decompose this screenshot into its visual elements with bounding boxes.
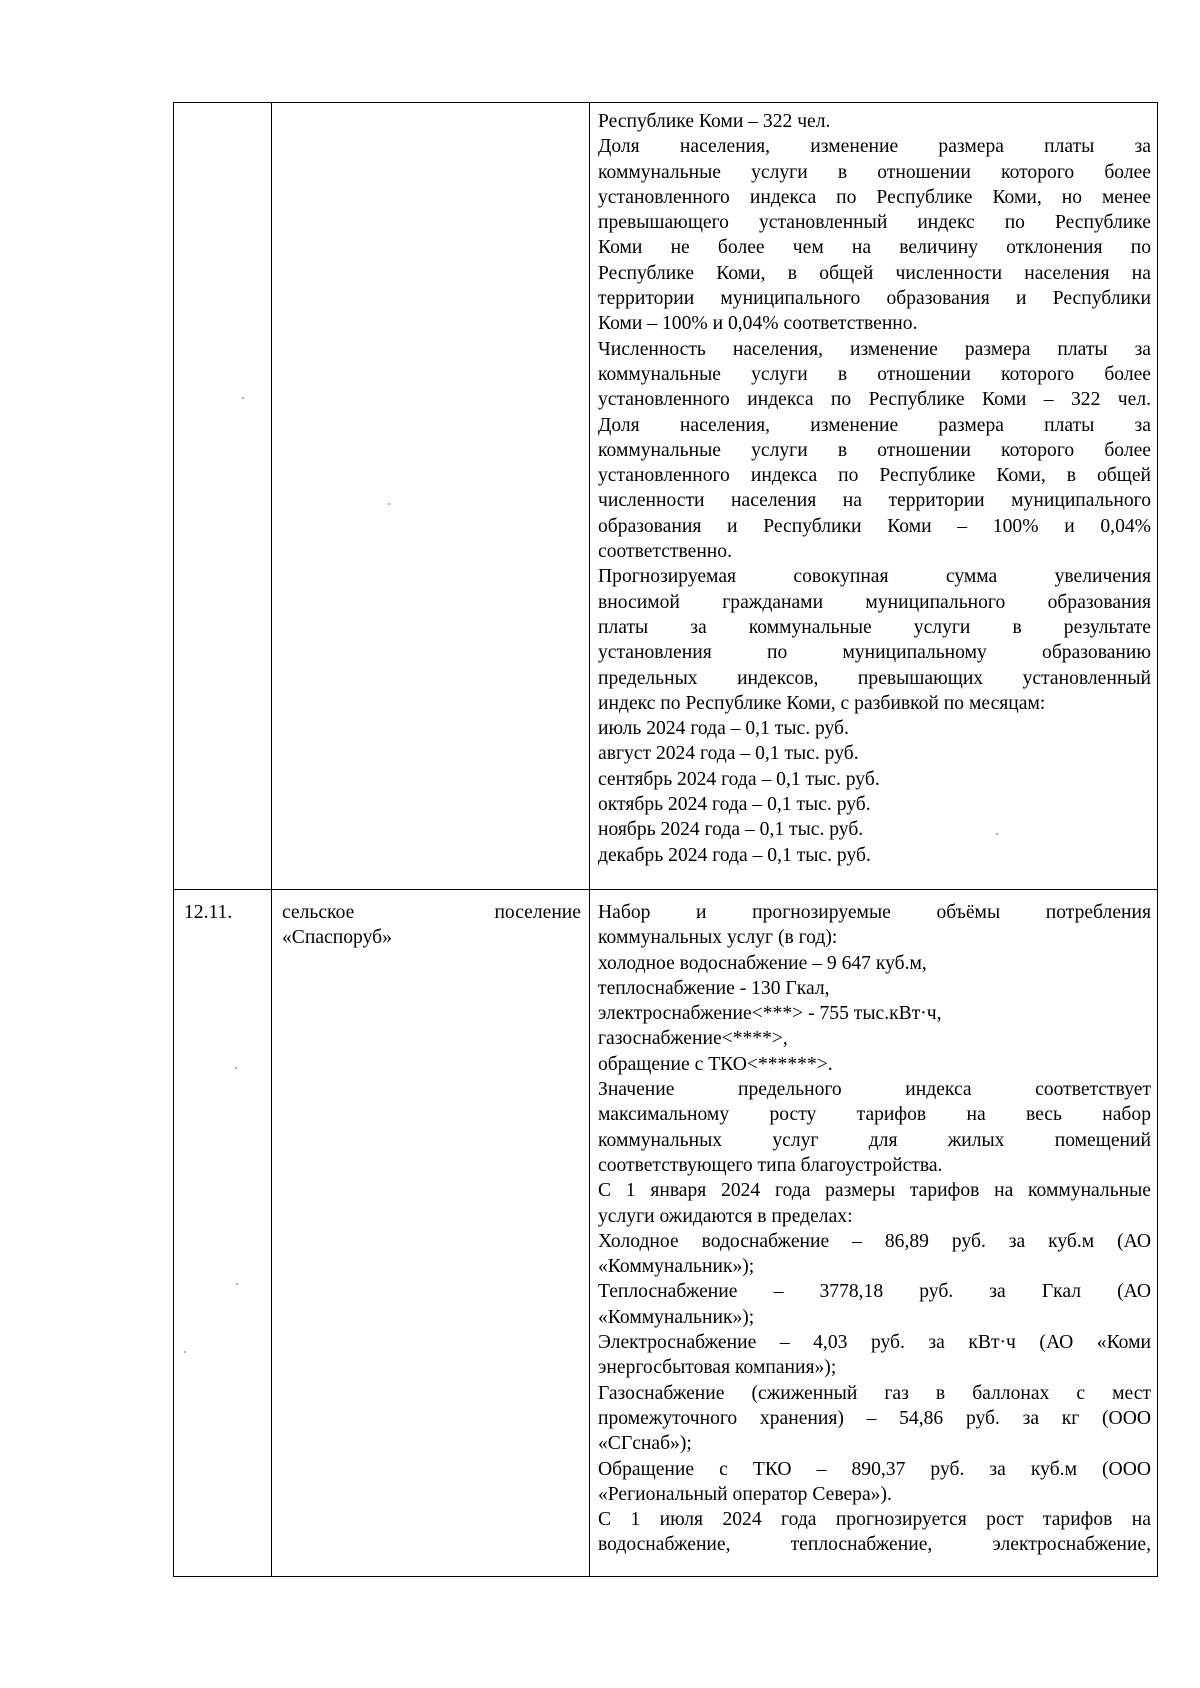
- paragraph-block: [598, 109, 1151, 868]
- text-line: коммунальных услуг (в год):: [598, 927, 838, 949]
- text-line: Коми – 100% и 0,04% соответственно.: [598, 313, 918, 335]
- scan-mark: [236, 1283, 238, 1285]
- text-line: Холодное водоснабжение – 86,89 руб. за куб.м (АО: [598, 1230, 1151, 1252]
- municipality-cell: [272, 890, 590, 1577]
- text-line: Электроснабжение – 4,03 руб. за кВт·ч (АО «Коми: [598, 1332, 1151, 1354]
- text-line: энергосбытовая компания»);: [598, 1357, 837, 1379]
- text-line: «Коммунальник»);: [598, 1306, 755, 1328]
- text-line: декабрь 2024 года – 0,1 тыс. руб.: [598, 844, 871, 866]
- text-line: Газоснабжение (сжиженный газ в баллонах с мест: [598, 1382, 1151, 1404]
- scan-mark: [242, 397, 244, 399]
- row-content-cell: [590, 103, 1158, 890]
- scan-mark: [388, 503, 390, 505]
- text-line: максимальному росту тарифов на весь набор: [598, 1104, 1151, 1126]
- text-line: установленного индекса по Республике Коми – 322 чел.: [598, 389, 1151, 411]
- text-line: Доля населения, изменение размера платы за: [598, 414, 1151, 436]
- text-line: электроснабжение<***> - 755 тыс.кВт·ч,: [598, 1003, 942, 1025]
- tariff-table: [173, 102, 1158, 1577]
- text-line: сентябрь 2024 года – 0,1 тыс. руб.: [598, 768, 880, 790]
- text-line: август 2024 года – 0,1 тыс. руб.: [598, 743, 859, 765]
- text-line: коммунальные услуги в отношении которого более: [598, 363, 1151, 385]
- text-line: холодное водоснабжение – 9 647 куб.м,: [598, 952, 927, 974]
- text-line: установленного индекса по Республике Коми, но менее: [598, 186, 1151, 208]
- text-line: Коми не более чем на величину отклонения по: [598, 237, 1151, 259]
- text-line: коммунальных услуг для жилых помещений: [598, 1129, 1151, 1151]
- text-line: промежуточного хранения) – 54,86 руб. за кг (ООО: [598, 1407, 1151, 1429]
- text-line: Доля населения, изменение размера платы за: [598, 136, 1151, 158]
- text-line: водоснабжение, теплоснабжение, электроснабжение,: [598, 1534, 1151, 1556]
- text-line: «Коммунальник»);: [598, 1256, 755, 1278]
- row-number-cell: [174, 890, 272, 1577]
- municipality-name: «Спаспоруб»: [282, 927, 392, 949]
- text-line: «Региональный оператор Севера»).: [598, 1483, 892, 1505]
- text-line: территории муниципального образования и Республики: [598, 288, 1151, 310]
- text-line: соответственно.: [598, 541, 732, 563]
- text-line: вносимой гражданами муниципального образования: [598, 591, 1151, 613]
- scan-mark: [235, 1067, 237, 1069]
- text-line: Набор и прогнозируемые объёмы потребления: [598, 902, 1151, 923]
- text-line: Численность населения, изменение размера платы за: [598, 338, 1151, 360]
- text-line: Значение предельного индекса соответствует: [598, 1079, 1151, 1101]
- text-line: соответствующего типа благоустройства.: [598, 1154, 943, 1176]
- text-line: теплоснабжение - 130 Гкал,: [598, 977, 830, 999]
- scan-mark: [996, 833, 998, 835]
- text-line: Прогнозируемая совокупная сумма увеличения: [598, 566, 1151, 588]
- text-line: образования и Республики Коми – 100% и 0,04%: [598, 515, 1151, 537]
- text-line: установленного индекса по Республике Коми, в общей: [598, 465, 1151, 487]
- text-line: обращение с ТКО<******>.: [598, 1053, 833, 1075]
- text-line: предельных индексов, превышающих установленный: [598, 667, 1151, 689]
- text-line: С 1 июля 2024 года прогнозируется рост тарифов на: [598, 1509, 1151, 1531]
- text-line: индекс по Республике Коми, с разбивкой по месяцам:: [598, 692, 1046, 714]
- text-line: коммунальные услуги в отношении которого более: [598, 439, 1151, 461]
- text-line: Республике Коми – 322 чел.: [598, 111, 831, 132]
- text-line: Теплоснабжение – 3778,18 руб. за Гкал (АО: [598, 1281, 1151, 1303]
- row-number: 12.11.: [184, 902, 233, 923]
- text-line: июль 2024 года – 0,1 тыс. руб.: [598, 718, 849, 740]
- text-line: платы за коммунальные услуги в результате: [598, 616, 1151, 638]
- table-row: [174, 103, 1158, 890]
- row-content-cell: [590, 890, 1158, 1577]
- text-line: С 1 января 2024 года размеры тарифов на коммунальные: [598, 1180, 1151, 1202]
- text-line: октябрь 2024 года – 0,1 тыс. руб.: [598, 794, 871, 816]
- text-line: установления по муниципальному образованию: [598, 642, 1151, 664]
- text-line: газоснабжение<****>,: [598, 1028, 788, 1050]
- scan-mark: [184, 1351, 186, 1353]
- paragraph-block: [598, 900, 1151, 1558]
- text-line: «СГснаб»);: [598, 1433, 692, 1455]
- municipality-type: сельское поселение: [282, 902, 581, 923]
- municipality-cell: [272, 103, 590, 890]
- text-line: Республике Коми, в общей численности населения на: [598, 262, 1151, 284]
- text-line: услуги ожидаются в пределах:: [598, 1205, 853, 1227]
- text-line: Обращение с ТКО – 890,37 руб. за куб.м (ООО: [598, 1458, 1151, 1480]
- text-line: численности населения на территории муниципального: [598, 490, 1151, 512]
- text-line: ноябрь 2024 года – 0,1 тыс. руб.: [598, 819, 864, 841]
- text-line: коммунальные услуги в отношении которого более: [598, 161, 1151, 183]
- row-number-cell: [174, 103, 272, 890]
- text-line: превышающего установленный индекс по Республике: [598, 212, 1151, 234]
- table-row: [174, 890, 1158, 1577]
